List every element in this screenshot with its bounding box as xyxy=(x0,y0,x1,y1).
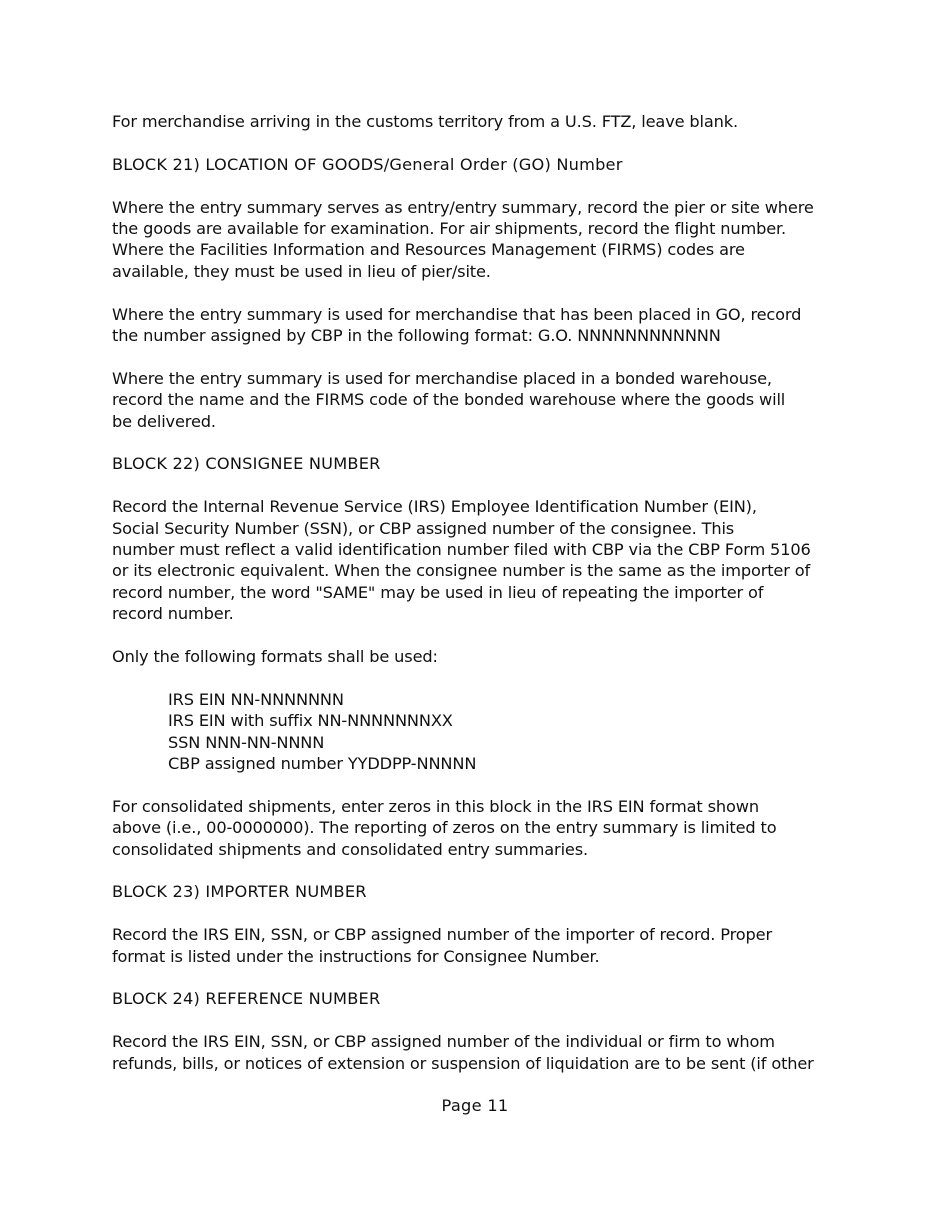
block-22-paragraph-2 xyxy=(112,796,840,860)
format-list xyxy=(112,689,840,775)
format-item: CBP assigned number YYDDPP-NNNNN xyxy=(168,754,477,774)
format-item: IRS EIN with suffix NN-NNNNNNNXX xyxy=(168,711,453,731)
text-line: above (i.e., 00-0000000). The reporting of zeros on the entry summary is limited to xyxy=(112,818,777,838)
text-line: or its electronic equivalent. When the consignee number is the same as the importer of xyxy=(112,561,811,581)
text-line: record number. xyxy=(112,604,234,624)
block-21-paragraph-3 xyxy=(112,368,840,432)
block-22-heading: BLOCK 22) CONSIGNEE NUMBER xyxy=(112,454,381,474)
format-item: SSN NNN-NN-NNNN xyxy=(168,732,325,752)
text-line: available, they must be used in lieu of pier/site. xyxy=(112,261,491,281)
text-line: record number, the word "SAME" may be used in lieu of repeating the importer of xyxy=(112,582,764,602)
block-24-paragraph-1 xyxy=(112,1031,840,1074)
block-21-paragraph-1 xyxy=(112,197,840,283)
text-line: the number assigned by CBP in the following format: G.O. NNNNNNNNNNNN xyxy=(112,326,721,346)
text-line: be delivered. xyxy=(112,411,216,431)
block-23-paragraph-1 xyxy=(112,924,840,967)
block-21-heading: BLOCK 21) LOCATION OF GOODS/General Order (GO) Number xyxy=(112,154,623,174)
text-line: Record the IRS EIN, SSN, or CBP assigned number of the importer of record. Proper xyxy=(112,925,772,945)
text-line: format is listed under the instructions for Consignee Number. xyxy=(112,946,600,966)
text-line: Where the entry summary is used for merchandise placed in a bonded warehouse, xyxy=(112,368,772,388)
text-line: Where the Facilities Information and Resources Management (FIRMS) codes are xyxy=(112,240,745,260)
text-line: Where the entry summary serves as entry/entry summary, record the pier or site where xyxy=(112,197,814,217)
block-24-heading: BLOCK 24) REFERENCE NUMBER xyxy=(112,989,381,1009)
text-line: Where the entry summary is used for merchandise that has been placed in GO, record xyxy=(112,304,802,324)
block-23-heading: BLOCK 23) IMPORTER NUMBER xyxy=(112,882,367,902)
formats-intro: Only the following formats shall be used: xyxy=(112,647,438,667)
text-line: Record the Internal Revenue Service (IRS) Employee Identification Number (EIN), xyxy=(112,497,757,517)
text-line: number must reflect a valid identification number filed with CBP via the CBP Form 5106 xyxy=(112,540,811,560)
text-line: consolidated shipments and consolidated entry summaries. xyxy=(112,839,589,859)
text-line: For consolidated shipments, enter zeros in this block in the IRS EIN format shown xyxy=(112,796,759,816)
ftz-note: For merchandise arriving in the customs territory from a U.S. FTZ, leave blank. xyxy=(112,112,738,131)
page-number: Page 11 xyxy=(441,1096,509,1115)
format-item: IRS EIN NN-NNNNNNN xyxy=(168,689,344,709)
text-line: Record the IRS EIN, SSN, or CBP assigned number of the individual or firm to whom xyxy=(112,1032,775,1052)
block-21-paragraph-2 xyxy=(112,304,840,347)
text-line: the goods are available for examination. For air shipments, record the flight number. xyxy=(112,219,787,238)
document-page xyxy=(112,111,840,1095)
text-line: record the name and the FIRMS code of the bonded warehouse where the goods will xyxy=(112,390,786,410)
block-22-paragraph-1 xyxy=(112,496,840,624)
text-line: refunds, bills, or notices of extension or suspension of liquidation are to be sent (if other xyxy=(112,1053,814,1073)
text-line: Social Security Number (SSN), or CBP assigned number of the consignee. This xyxy=(112,518,735,538)
